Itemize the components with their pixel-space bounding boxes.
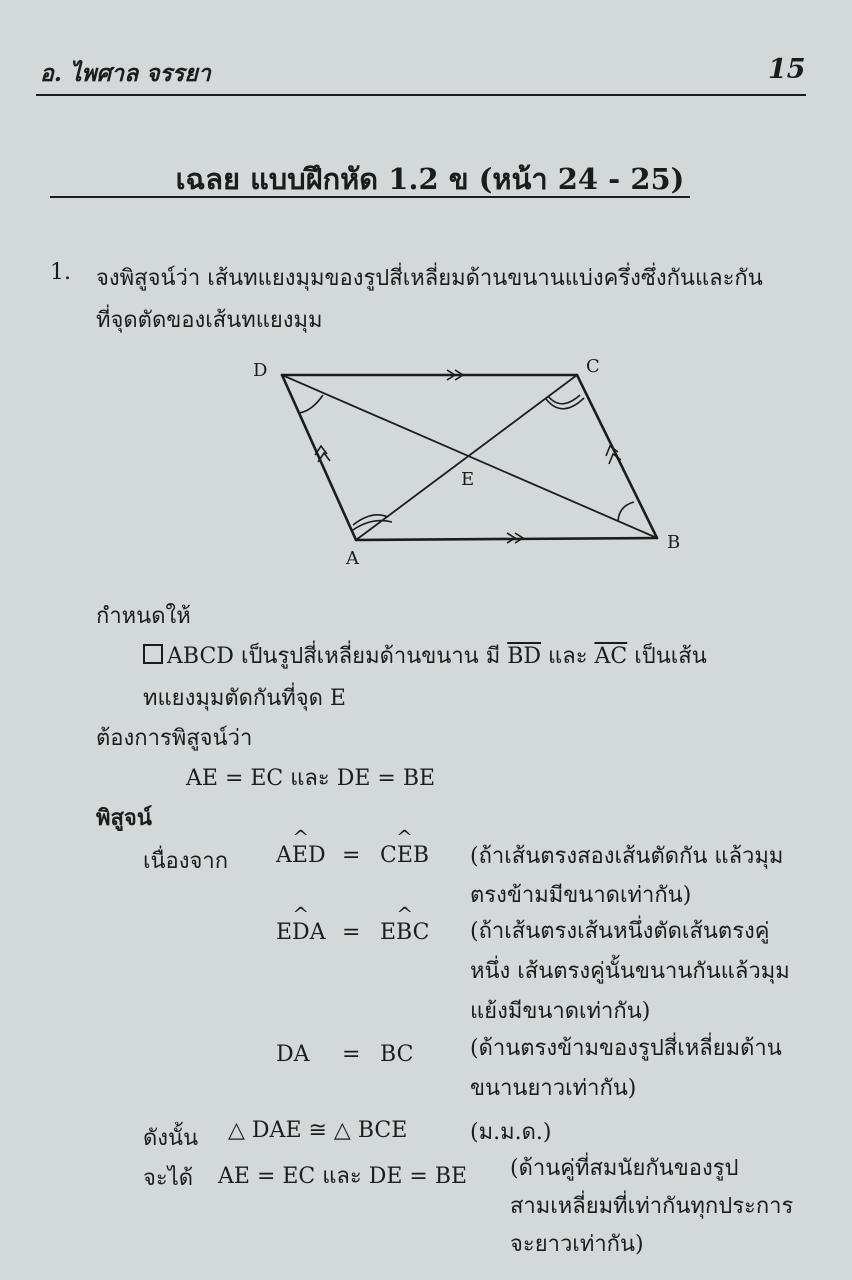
step3-right: BC	[380, 1042, 414, 1067]
step1-reason-line1: (ถ้าเส้นตรงสองเส้นตัดกัน แล้วมุม	[470, 844, 784, 869]
step2-reason-line1: (ถ้าเส้นตรงเส้นหนึ่งตัดเส้นตรงคู่	[470, 919, 770, 944]
vertex-label-a: A	[346, 548, 359, 569]
step1-reason-line2: ตรงข้ามมีขนาดเท่ากัน)	[470, 883, 692, 908]
vertex-label-c: C	[586, 356, 600, 377]
step1-right: ^ CEB	[380, 843, 429, 868]
step2-right: ^ EBC	[380, 920, 429, 945]
segment-bd: $\overline{BD}$	[507, 644, 542, 669]
diagonal-ac	[356, 375, 577, 540]
given-text-c: เป็นเส้น	[634, 644, 707, 669]
segment-ac: $\overline{AC}$	[594, 644, 628, 669]
therefore-label: ดังนั้น	[143, 1126, 199, 1151]
square-icon	[143, 644, 163, 664]
page-title: เฉลย แบบฝึกหัด 1.2 ข (หน้า 24 - 25)	[175, 162, 685, 196]
congruence-statement: △ DAE ≅ △ BCE	[228, 1118, 408, 1143]
result-label: จะได้	[143, 1166, 194, 1191]
step2-reason-line2: หนึ่ง เส้นตรงคู่นั้นขนานกันแล้วมุม	[470, 959, 790, 984]
to-prove-statement: AE = EC และ DE = BE	[186, 766, 436, 791]
problem-text-line1: จงพิสูจน์ว่า เส้นทแยงมุมของรูปสี่เหลี่ยมด้านขนานแบ่งครึ่งซึ่งกันและกัน	[96, 266, 763, 291]
given-line2: ทแยงมุมตัดกันที่จุด E	[143, 686, 346, 711]
vertex-label-b: B	[667, 532, 681, 553]
congruence-reason: (ม.ม.ด.)	[470, 1120, 552, 1145]
step2-reason-line3: แย้งมีขนาดเท่ากัน)	[470, 999, 651, 1024]
to-prove-label: ต้องการพิสูจน์ว่า	[96, 726, 253, 751]
problem-text-line2: ที่จุดตัดของเส้นทแยงมุม	[96, 308, 323, 333]
vertex-label-d: D	[253, 360, 268, 381]
angle-arcs	[299, 395, 634, 530]
step3-reason-line1: (ด้านตรงข้ามของรูปสี่เหลี่ยมด้าน	[470, 1036, 782, 1061]
header-author: อ. ไพศาล จรรยา	[40, 60, 211, 87]
parallelogram-figure	[240, 350, 700, 580]
step2-left: ^ EDA	[276, 920, 326, 945]
diagonal-db	[282, 375, 657, 538]
given-text-a: เป็นรูปสี่เหลี่ยมด้านขนาน มี	[240, 644, 501, 669]
result-reason-line3: จะยาวเท่ากัน)	[510, 1232, 644, 1257]
result-reason-line1: (ด้านคู่ที่สมนัยกันของรูป	[510, 1156, 739, 1181]
page-number: 15	[768, 54, 806, 85]
title-underline	[50, 196, 690, 198]
given-text-b: และ	[548, 644, 588, 669]
point-label-e: E	[461, 469, 475, 490]
side-ab	[356, 538, 657, 540]
step2-equals: =	[342, 920, 361, 945]
step3-left: DA	[276, 1042, 310, 1067]
given-shape: ABCD	[167, 644, 234, 669]
result-statement: AE = EC และ DE = BE	[218, 1164, 468, 1189]
header-rule	[36, 94, 806, 96]
proof-label: พิสูจน์	[96, 805, 152, 831]
since-label: เนื่องจาก	[143, 849, 229, 874]
given-label: กำหนดให้	[96, 604, 191, 629]
given-line1	[143, 638, 707, 673]
step3-equals: =	[342, 1042, 361, 1067]
problem-number: 1.	[50, 260, 71, 285]
step3-reason-line2: ขนานยาวเท่ากัน)	[470, 1076, 637, 1101]
result-reason-line2: สามเหลี่ยมที่เท่ากันทุกประการ	[510, 1194, 794, 1219]
step1-left: ^ AED	[276, 843, 326, 868]
step1-equals: =	[342, 843, 361, 868]
